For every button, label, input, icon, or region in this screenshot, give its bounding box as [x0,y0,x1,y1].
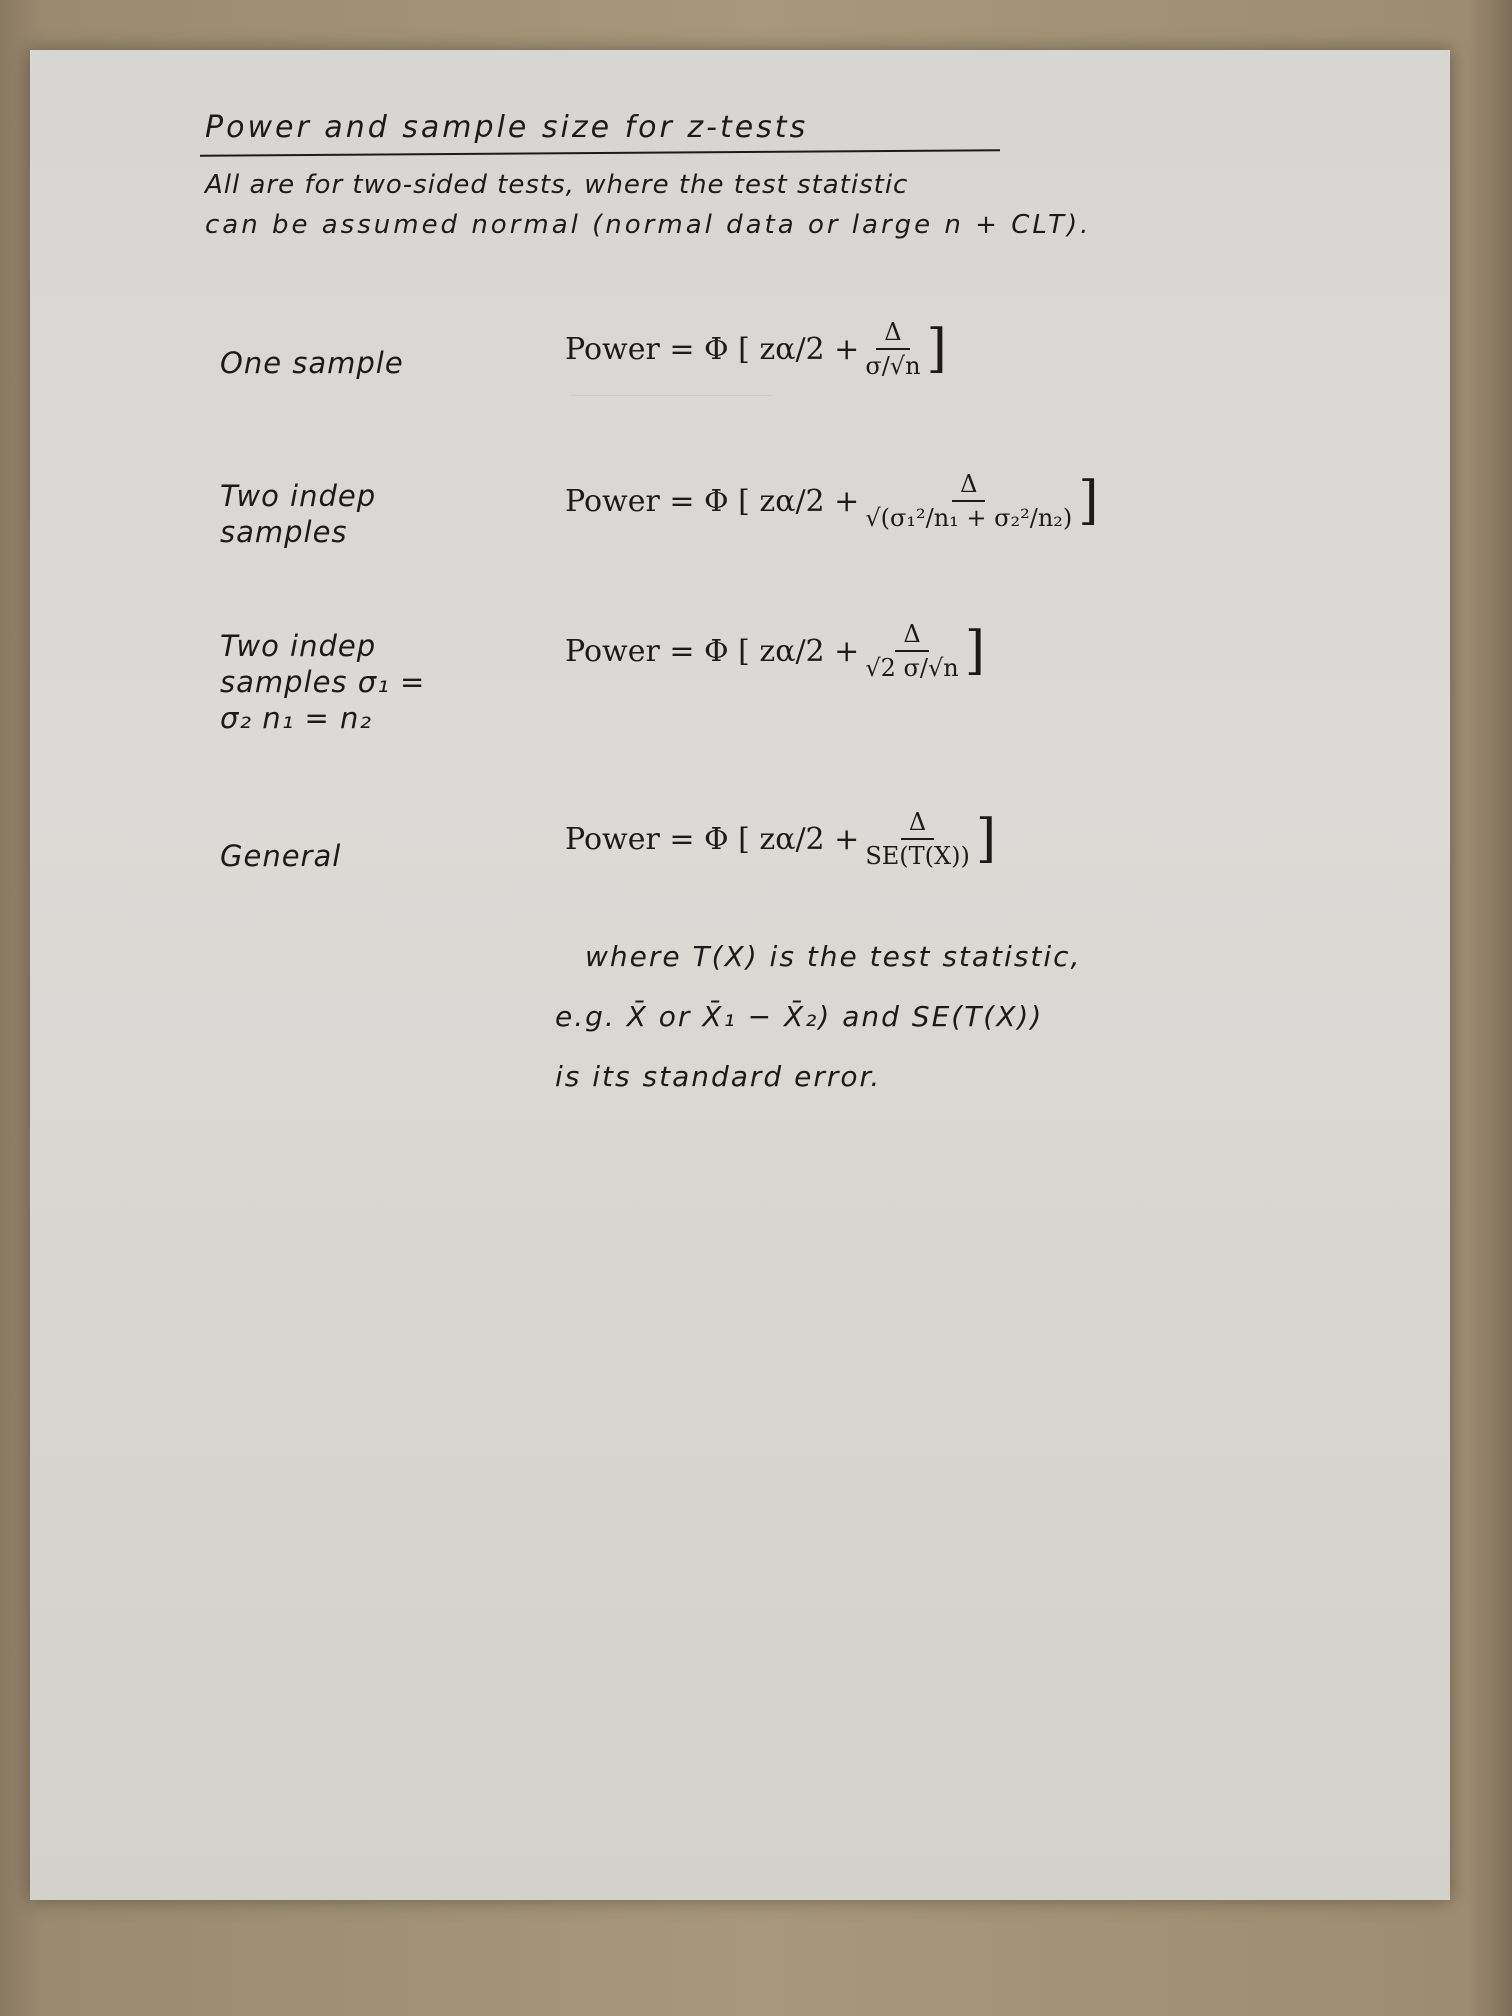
formula-numerator: Δ [952,470,985,502]
section-label-general: General [220,839,342,873]
formula-two-indep-equal [565,620,985,682]
formula-lhs: Power = Φ [ zα/2 + [565,331,860,367]
formula-fraction [865,318,920,380]
formula-denominator: √(σ₁²/n₁ + σ₂²/n₂) [865,504,1073,532]
formula-lhs: Power = Φ [ zα/2 + [565,821,860,857]
note-line-1: where T(X) is the test statistic, [585,940,1082,973]
section-label-two-indep-equal: Two indep samples σ₁ = σ₂ n₁ = n₂ [220,629,426,735]
formula-lhs: Power = Φ [ zα/2 + [565,483,860,519]
intro-line-2: can be assumed normal (normal data or large n + CLT). [205,210,1092,240]
formula-close-bracket: ] [964,621,986,681]
bleed-through-text: ─────────────────── [570,387,772,404]
formula-fraction [865,470,1072,532]
page-title: Power and sample size for z-tests [205,110,809,145]
intro-line-1: All are for two-sided tests, where the test statistic [205,170,909,200]
formula-fraction [865,620,958,682]
formula-lhs: Power = Φ [ zα/2 + [565,633,860,669]
formula-close-bracket: ] [926,319,947,379]
formula-denominator: σ/√n [865,352,921,380]
note-line-3: is its standard error. [555,1060,882,1093]
formula-numerator: Δ [901,808,934,840]
formula-close-bracket: ] [975,809,997,869]
section-label-one-sample: One sample [220,346,404,380]
formula-denominator: SE(T(X)) [865,842,970,870]
formula-numerator: Δ [876,318,909,350]
formula-two-indep [565,470,1099,532]
formula-denominator: √2 σ/√n [865,654,959,682]
section-label-two-indep: Two indep samples [220,479,377,549]
formula-fraction [865,808,970,870]
formula-general [565,808,996,870]
formula-numerator: Δ [895,620,928,652]
formula-one-sample [565,318,947,380]
formula-close-bracket: ] [1078,471,1099,531]
note-line-2: e.g. X̄ or X̄₁ − X̄₂) and SE(T(X)) [555,1000,1044,1033]
